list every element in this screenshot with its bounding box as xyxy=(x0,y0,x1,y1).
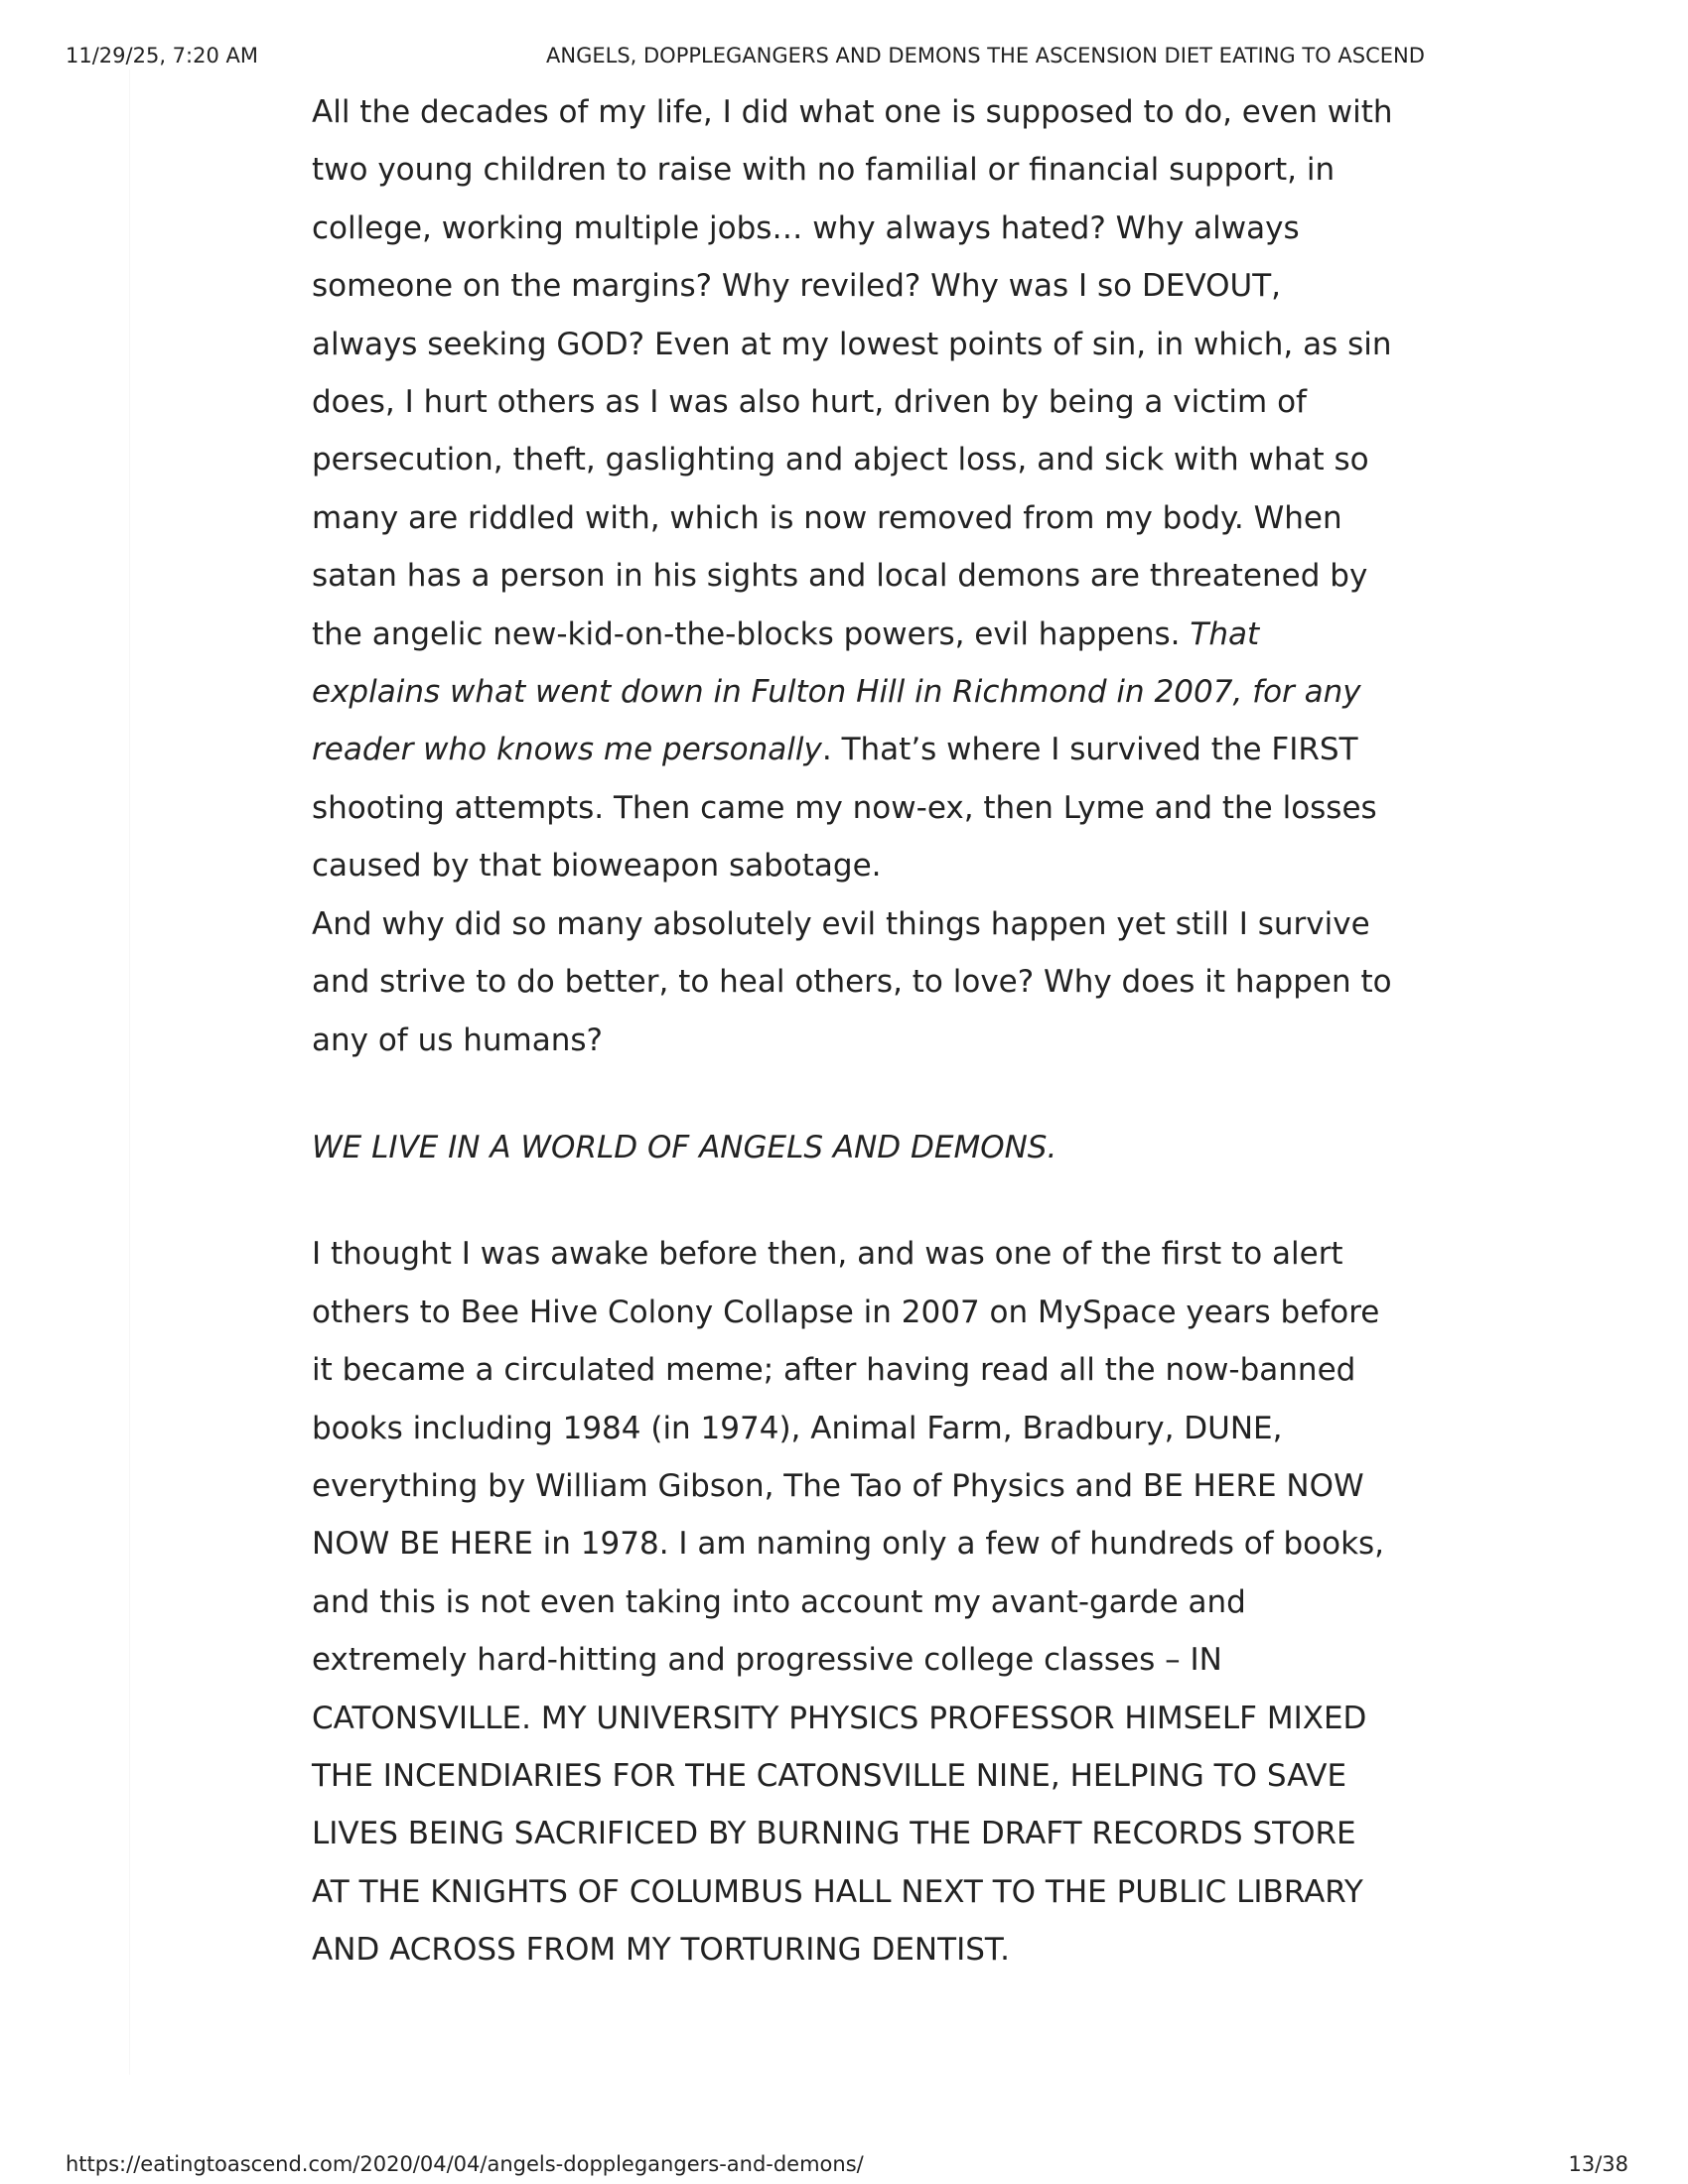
print-datetime: 11/29/25, 7:20 AM xyxy=(66,44,258,68)
article-paragraph-3-italic-heading xyxy=(312,1119,1394,1176)
angels-demons-statement: WE LIVE IN A WORLD OF ANGELS AND DEMONS. xyxy=(312,1129,1057,1165)
paragraph-spacer xyxy=(312,1176,1394,1225)
article-paragraph-1-italic: That explains what went down in Fulton Hill in Richmond in 2007, for any reader who knows me personally xyxy=(312,615,1361,768)
article-paragraph-1-text-a: All the decades of my life, I did what one is supposed to do, even with two young children to raise with no familial or financial support, in college, working multiple jobs… why always hated? Why always someone on the margins? Why reviled? Why was I so DEVOUT, always seeking GOD? Even at my lowest points of sin, in which, as sin does, I hurt others as I was also hurt, driven by being a victim of persecution, theft, gaslighting and abject loss, and sick with what so many are riddled with, which is now removed from my body. When satan has a person in his sights and local demons are threatened by the angelic new-kid-on-the-blocks powers, evil happens. xyxy=(312,94,1393,652)
article-paragraph-1 xyxy=(312,83,1394,895)
print-page-url: https://eatingtoascend.com/2020/04/04/angels-dopplegangers-and-demons/ xyxy=(66,2152,864,2176)
article-body xyxy=(312,83,1394,1979)
article-paragraph-4: I thought I was awake before then, and was one of the first to alert others to Bee Hive Colony Collapse in 2007 on MySpace years before it became a circulated meme; after having read all the now-banned books including 1984 (in 1974), Animal Farm, Bradbury, DUNE, everything by William Gibson, The Tao of Physics and BE HERE NOW NOW BE HERE in 1978. I am naming only a few of hundreds of books, and this is not even taking into account my avant-garde and extremely hard-hitting and progressive college classes – IN CATONSVILLE. MY UNIVERSITY PHYSICS PROFESSOR HIMSELF MIXED THE INCENDIARIES FOR THE CATONSVILLE NINE, HELPING TO SAVE LIVES BEING SACRIFICED BY BURNING THE DRAFT RECORDS STORE AT THE KNIGHTS OF COLUMBUS HALL NEXT TO THE PUBLIC LIBRARY AND ACROSS FROM MY TORTURING DENTIST. xyxy=(312,1236,1385,1969)
print-page-number: 13/38 xyxy=(1568,2152,1628,2176)
paragraph-spacer xyxy=(312,1069,1394,1119)
article-paragraph-2: And why did so many absolutely evil things happen yet still I survive and strive to do better, to heal others, to love? Why does it happen to any of us humans? xyxy=(312,905,1392,1058)
article-paragraph-1-text-b: . That’s where I survived the FIRST shooting attempts. Then came my now-ex, then Lyme and the losses caused by that bioweapon sabotage. xyxy=(312,732,1377,885)
print-page-title: ANGELS, DOPPLEGANGERS AND DEMONS THE ASCENSION DIET EATING TO ASCEND xyxy=(546,44,1425,68)
